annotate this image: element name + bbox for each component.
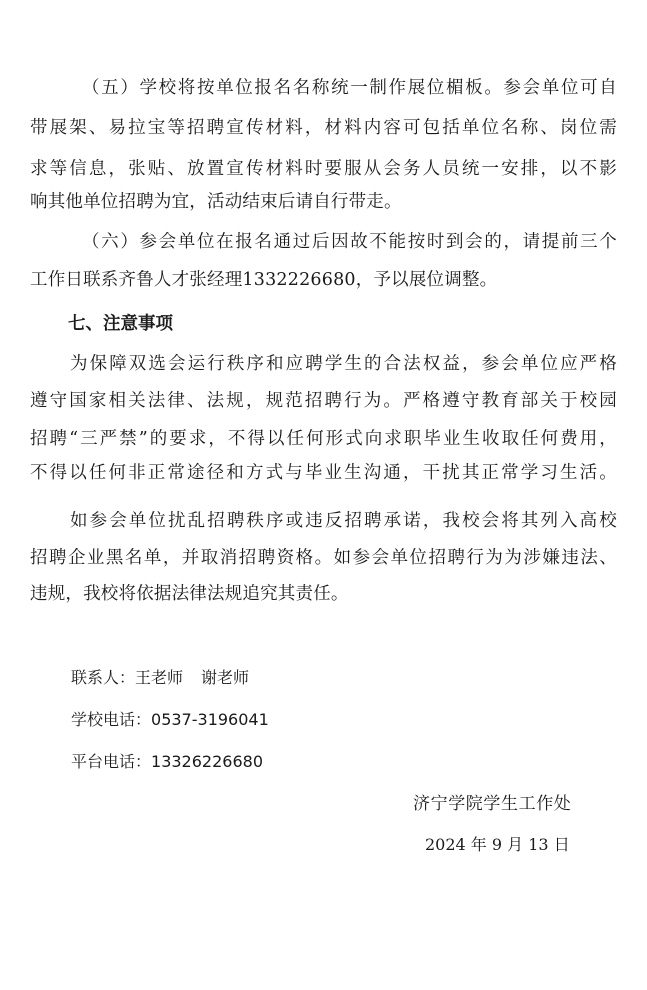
contact-person-row: [71, 668, 249, 688]
paragraph-line: 招聘“三严禁”的要求，不得以任何形式向求职毕业生收取任何费用，: [30, 429, 617, 449]
paragraph-line: 为保障双选会运行秩序和应聘学生的合法权益，参会单位应严格: [70, 354, 617, 374]
paragraph-line: （六）参会单位在报名通过后因故不能按时到会的，请提前三个: [82, 232, 617, 252]
school-phone-label: 学校电话：: [71, 710, 152, 729]
paragraph-line: 违规，我校将依据法律法规追究其责任。: [30, 584, 349, 604]
paragraph-line: 遵守国家相关法律、法规，规范招聘行为。严格遵守教育部关于校园: [30, 391, 617, 411]
school-phone-number: 0537-3196041: [151, 710, 269, 729]
paragraph-line: 求等信息，张贴、放置宣传材料时要服从会务人员统一安排，以不影: [30, 159, 617, 179]
contact-person-2: 谢老师: [201, 668, 250, 687]
paragraph-line: 响其他单位招聘为宜，活动结束后请自行带走。: [30, 192, 402, 212]
paragraph-line: 如参会单位扰乱招聘秩序或违反招聘承诺，我校会将其列入高校: [70, 511, 617, 531]
issuer-organization: 济宁学院学生工作处: [413, 794, 572, 814]
paragraph-line: 招聘企业黑名单，并取消招聘资格。如参会单位招聘行为为涉嫌违法、: [30, 548, 617, 568]
paragraph-line: 工作日联系齐鲁人才张经理1332226680，予以展位调整。: [30, 270, 498, 290]
platform-phone-label: 平台电话：: [71, 752, 152, 771]
school-phone-row: [71, 710, 269, 730]
paragraph-line: 带展架、易拉宝等招聘宣传材料，材料内容可包括单位名称、岗位需: [30, 118, 617, 138]
contact-person-label: 联系人：: [71, 668, 136, 687]
section-7-heading: 七、注意事项: [68, 314, 173, 334]
paragraph-line: 不得以任何非正常途径和方式与毕业生沟通，干扰其正常学习生活。: [30, 463, 617, 483]
issue-date: 2024 年 9 月 13 日: [425, 835, 570, 854]
platform-phone-row: [71, 752, 263, 772]
platform-phone-number: 13326226680: [151, 752, 263, 771]
contact-person-1: 王老师: [135, 668, 184, 687]
paragraph-line: （五）学校将按单位报名名称统一制作展位楣板。参会单位可自: [82, 78, 617, 98]
